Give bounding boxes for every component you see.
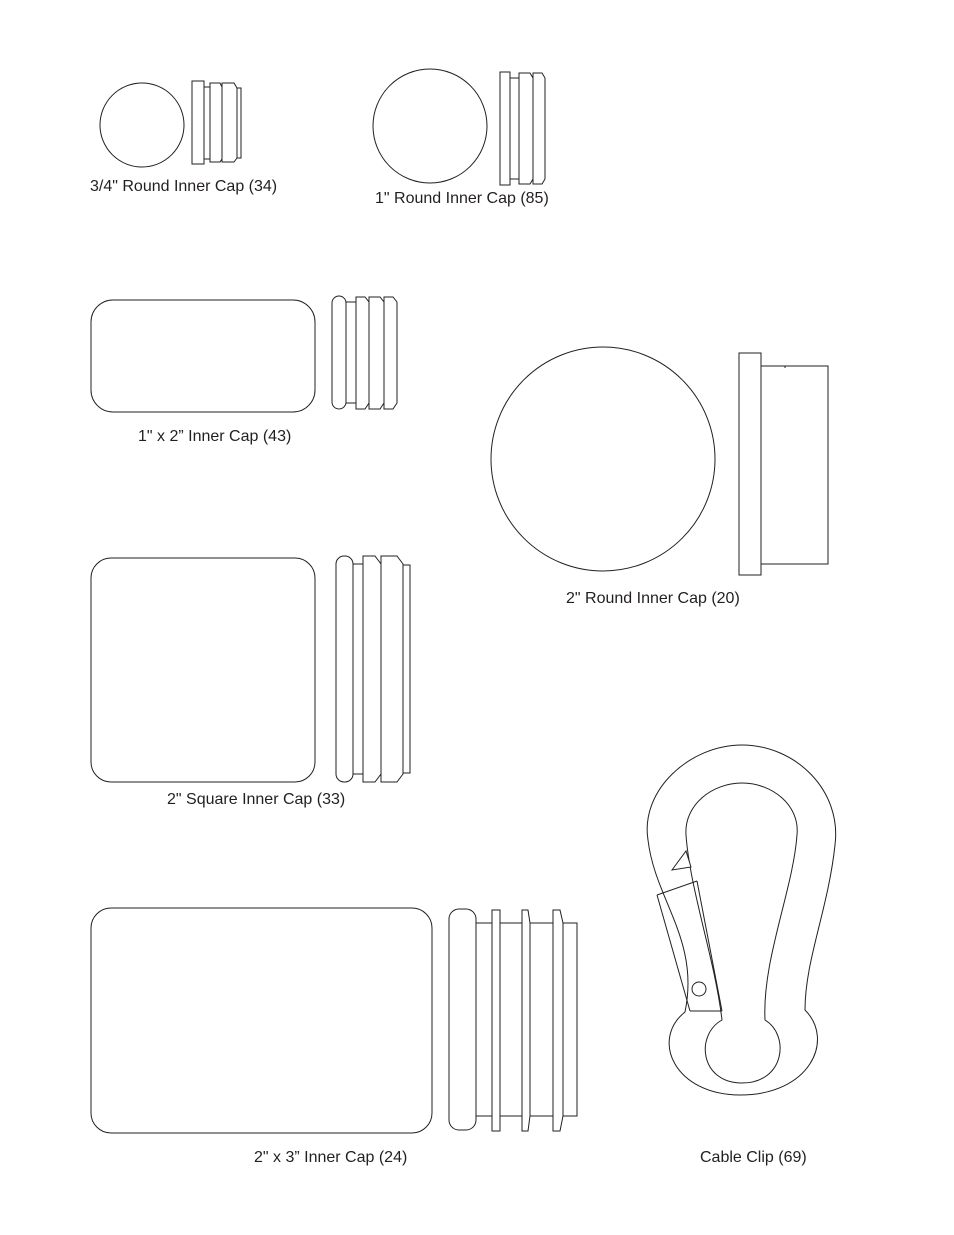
cap-side-view	[332, 296, 397, 409]
cap-top-view	[91, 300, 315, 412]
one-inch-round-cap-label: 1" Round Inner Cap (85)	[375, 190, 549, 207]
one-by-two-cap-label: 1" x 2” Inner Cap (43)	[138, 428, 292, 445]
clip-inner-opening	[686, 783, 797, 1083]
two-by-three-inner-cap	[91, 908, 577, 1133]
two-by-three-cap-label: 2" x 3” Inner Cap (24)	[254, 1149, 408, 1166]
one-by-two-inner-cap	[91, 296, 397, 412]
clip-gate	[657, 851, 722, 1011]
cap-side-view	[192, 81, 241, 164]
two-inch-round-inner-cap	[491, 347, 828, 575]
cap-side-view	[500, 72, 545, 185]
cap-side-view	[449, 909, 577, 1131]
cap-top-view	[373, 69, 487, 183]
cap-top-view	[491, 347, 715, 571]
two-inch-square-cap-label: 2" Square Inner Cap (33)	[167, 791, 346, 808]
three-quarter-round-cap-label: 3/4" Round Inner Cap (34)	[90, 178, 278, 195]
cable-clip	[647, 745, 836, 1095]
cap-side-view	[739, 353, 828, 575]
cap-top-view	[100, 83, 184, 167]
one-inch-round-inner-cap	[373, 69, 545, 185]
two-inch-round-cap-label: 2" Round Inner Cap (20)	[566, 590, 740, 607]
clip-outer-outline	[647, 745, 836, 1095]
three-quarter-round-inner-cap	[100, 81, 241, 167]
cable-clip-label: Cable Clip (69)	[700, 1149, 807, 1166]
two-inch-square-inner-cap	[91, 556, 410, 782]
cap-top-view	[91, 908, 432, 1133]
cap-top-view	[91, 558, 315, 782]
clip-rivet	[692, 982, 706, 996]
cap-side-view	[336, 556, 410, 782]
